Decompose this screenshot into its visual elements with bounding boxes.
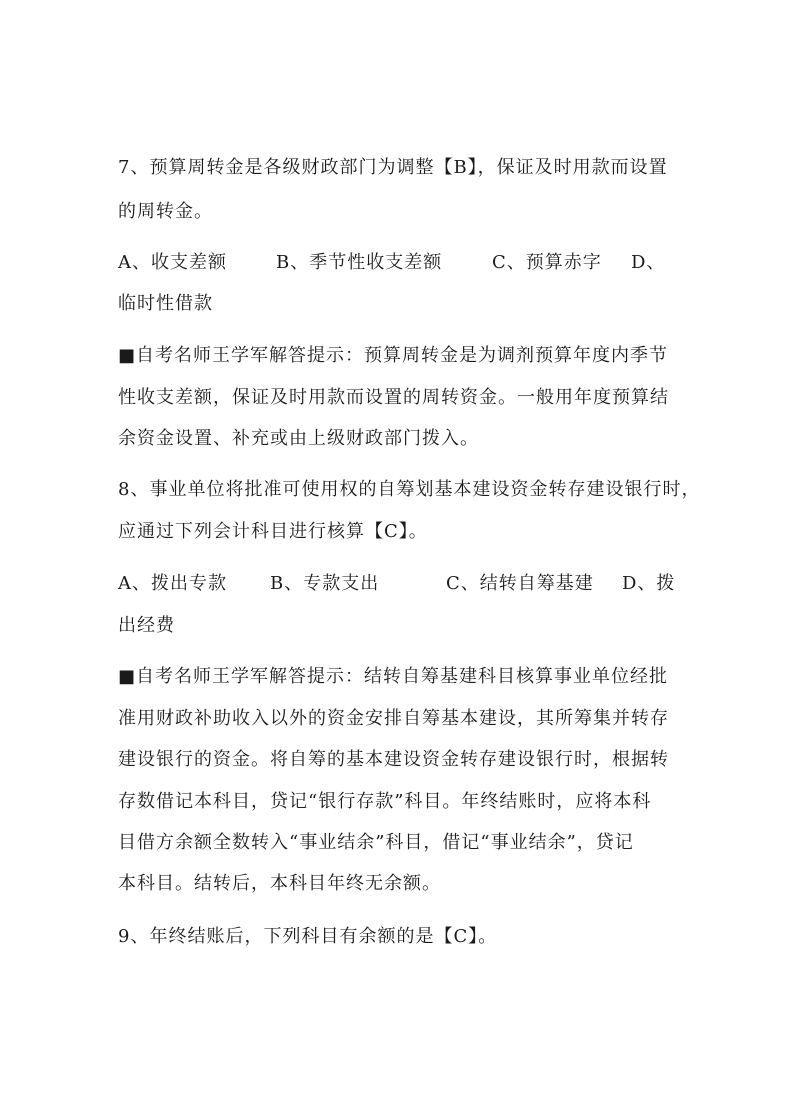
option-d-continuation: 出经费: [118, 615, 175, 636]
question-stem-line: 8、事业单位将批准可使用权的自筹划基本建设资金转存建设银行时，: [118, 479, 701, 500]
hint-line: 性收支差额，保证及时用款而设置的周转资金。一般用年度预算结: [118, 387, 669, 408]
question-stem-line: 9、年终结账后，下列科目有余额的是【C】。: [118, 926, 498, 947]
option-a: A、收支差额: [118, 252, 227, 273]
option-d-continuation: 临时性借款: [118, 293, 213, 314]
question-stem-line: 的周转金。: [118, 201, 213, 222]
option-c: C、预算赤字: [492, 252, 602, 273]
option-d: D、: [631, 252, 666, 273]
hint-line: 本科目。结转后，本科目年终无余额。: [118, 873, 441, 894]
hint-line: 余资金设置、补充或由上级财政部门拨入。: [118, 428, 479, 449]
hint-line: ■自考名师王学军解答提示：结转自筹基建科目核算事业单位经批: [118, 666, 669, 687]
hint-line: 建设银行的资金。将自筹的基本建设资金转存建设银行时，根据转: [118, 749, 669, 770]
option-d: D、拨: [622, 573, 676, 594]
option-b: B、季节性收支差额: [276, 252, 443, 273]
hint-line: 准用财政补助收入以外的资金安排自筹基本建设，其所筹集并转存: [118, 708, 669, 729]
option-a: A、拨出专款: [118, 573, 227, 594]
option-c: C、结转自筹基建: [446, 573, 594, 594]
hint-line: 目借方余额全数转入“事业结余”科目，借记“事业结余”，贷记: [118, 832, 634, 853]
hint-line: 存数借记本科目，贷记“银行存款”科目。年终结账时，应将本科: [118, 791, 652, 812]
option-b: B、专款支出: [270, 573, 380, 594]
question-stem-line: 7、预算周转金是各级财政部门为调整【B】，保证及时用款而设置: [118, 157, 668, 178]
hint-line: ■自考名师王学军解答提示：预算周转金是为调剂预算年度内季节: [118, 345, 669, 366]
question-stem-line: 应通过下列会计科目进行核算【C】。: [118, 521, 428, 542]
